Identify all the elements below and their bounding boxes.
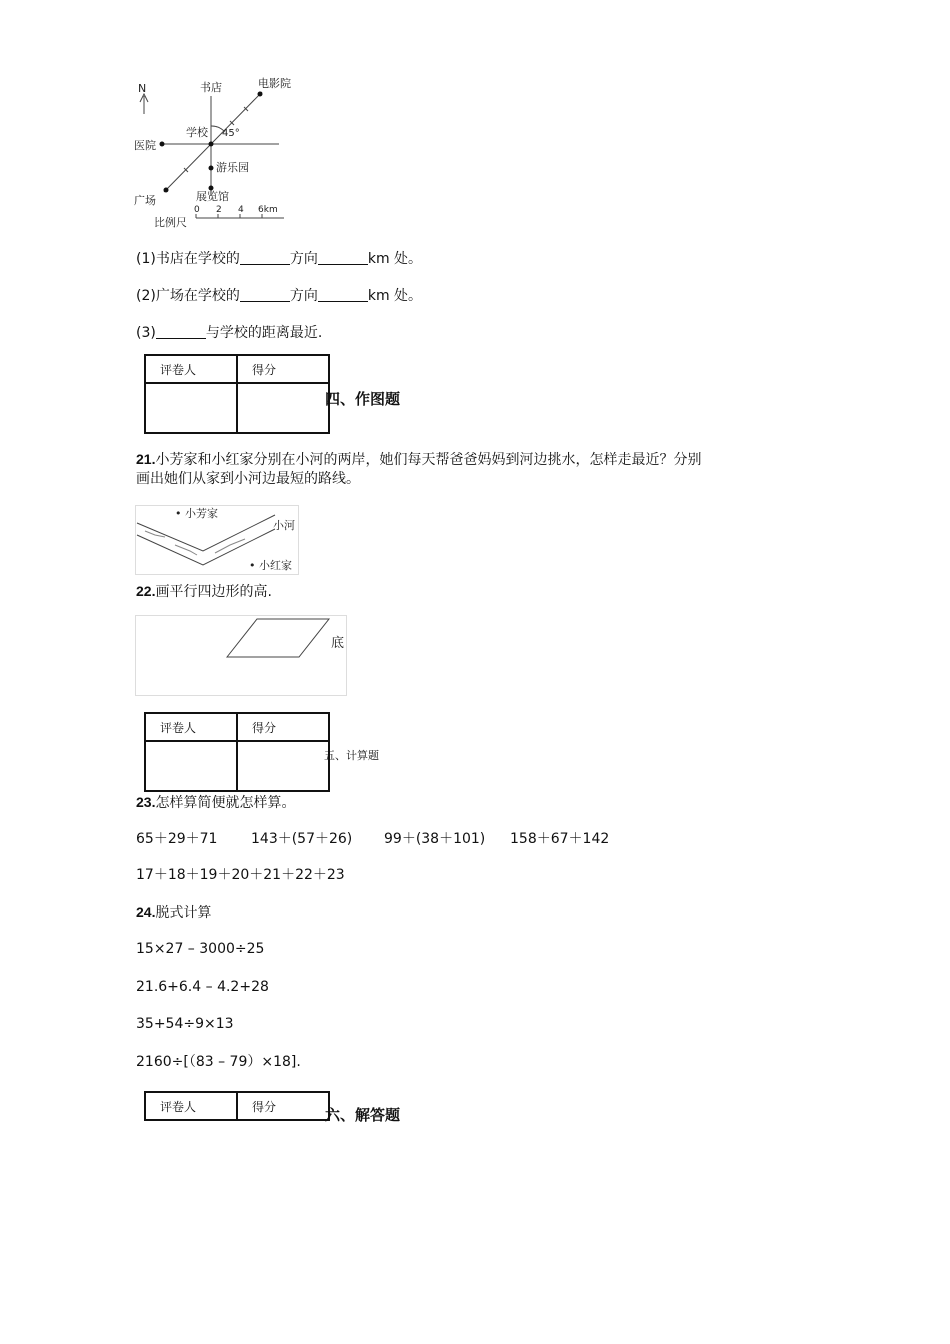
q23-text: 怎样算简便就怎样算。 [155, 795, 296, 811]
score-cell[interactable] [237, 383, 329, 433]
q20-sub1 [136, 250, 422, 268]
answer-blank[interactable] [240, 287, 290, 302]
q20-sub3-text-a: (3) [136, 325, 156, 341]
q20-sub3-text-b: 与学校的距离最近. [205, 325, 323, 341]
q20-sub2-text-c: km 处。 [367, 288, 423, 304]
school-label: 学校 [186, 126, 208, 139]
river-label: 小河 [273, 519, 295, 532]
exhibition-hall-label: 展览馆 [196, 190, 229, 203]
q24-expression: 35+54÷9×13 [136, 1016, 234, 1032]
q21-text: 小芳家和小红家分别在小河的两岸，她们每天帮爸爸妈妈到河边挑水，怎样走最近？分别 [155, 452, 702, 468]
q20-sub2 [136, 287, 422, 305]
bookstore-label: 书店 [200, 81, 222, 94]
q20-sub2-text-b: 方向 [289, 288, 318, 304]
section-title: 四、作图题 [325, 390, 401, 408]
q20-sub1-text-a: (1)书店在学校的 [136, 251, 240, 267]
map-figure [134, 76, 304, 232]
q20-sub1-text-b: 方向 [289, 251, 318, 267]
scale-tick-2: 2 [216, 205, 222, 215]
q23-expression: 158＋67＋142 [510, 831, 610, 847]
answer-blank[interactable] [240, 250, 290, 265]
q24-expression: 15×27 – 3000÷25 [136, 941, 265, 957]
question-number: 23. [136, 794, 156, 810]
grader-header: 评卷人 [145, 1092, 237, 1120]
q23-expression: 143＋(57＋26) [251, 831, 353, 847]
square-label: 广场 [134, 194, 156, 207]
q23-expression: 65＋29＋71 [136, 831, 218, 847]
q24-expression: 2160÷[（83 – 79）×18]. [136, 1054, 301, 1070]
q22-line [136, 582, 272, 601]
angle-label: 45° [222, 128, 240, 139]
q24-expression: 21.6+6.4 – 4.2+28 [136, 979, 269, 995]
score-header: 得分 [237, 713, 329, 741]
q20-sub3 [136, 324, 322, 342]
question-number: 21. [136, 451, 156, 467]
river-figure [135, 505, 299, 575]
q24-text: 脱式计算 [155, 905, 212, 921]
cinema-label: 电影院 [258, 77, 291, 90]
q20-sub2-text-a: (2)广场在学校的 [136, 288, 240, 304]
parallelogram-figure [135, 615, 347, 696]
answer-blank[interactable] [156, 324, 206, 339]
q21-line1 [136, 450, 701, 469]
grader-cell[interactable] [145, 383, 237, 433]
question-number: 24. [136, 904, 156, 920]
q23-line [136, 793, 295, 812]
score-header: 得分 [237, 355, 329, 383]
q23-expression: 99＋(38＋101) [384, 831, 486, 847]
scale-tick-4: 4 [238, 205, 244, 215]
section-title: 五、计算题 [324, 749, 379, 762]
hospital-label: 医院 [134, 139, 156, 152]
base-label: 底 [331, 636, 345, 651]
score-cell[interactable] [237, 741, 329, 791]
q24-line [136, 903, 211, 922]
q23-expression: 17＋18＋19＋20＋21＋22＋23 [136, 867, 345, 883]
scale-tick-6: 6km [258, 205, 278, 215]
xiaofang-home-label: • 小芳家 [175, 507, 218, 520]
score-header: 得分 [237, 1092, 329, 1120]
answer-blank[interactable] [318, 250, 368, 265]
north-label: N [138, 82, 147, 95]
q21-line2: 画出她们从家到小河边最短的路线。 [136, 471, 360, 487]
grader-header: 评卷人 [145, 355, 237, 383]
answer-blank[interactable] [318, 287, 368, 302]
score-table [144, 354, 330, 434]
q22-text: 画平行四边形的高. [155, 584, 272, 600]
amusement-park-label: 游乐园 [216, 161, 249, 174]
question-number: 22. [136, 583, 156, 599]
q20-sub1-text-c: km 处。 [367, 251, 423, 267]
scale-label: 比例尺 [154, 216, 187, 229]
grader-header: 评卷人 [145, 713, 237, 741]
scale-tick-0: 0 [194, 205, 200, 215]
score-table [144, 712, 330, 792]
score-table [144, 1091, 330, 1121]
section-title: 六、解答题 [325, 1106, 401, 1124]
grader-cell[interactable] [145, 741, 237, 791]
xiaohong-home-label: • 小红家 [249, 559, 292, 572]
